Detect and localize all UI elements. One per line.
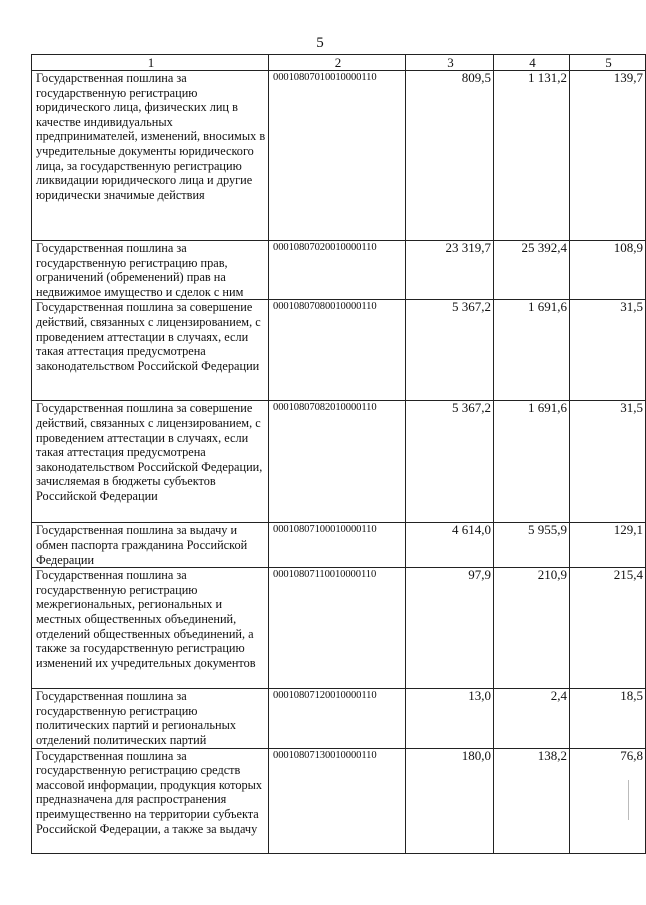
cell-value: 215,4 (613, 567, 643, 583)
row-name-cell: Государственная пошлина за государственную регистрацию межрегиональных, региональных и местных общественных объединений, отделений общественных объединений, а также за государственную регистрацию изменений их учредительных документов (32, 568, 269, 689)
cell-value: 25 392,4 (521, 240, 567, 255)
table-row (32, 300, 646, 401)
row-name-cell: Государственная пошлина за государственную регистрацию политических партий и региональных отделений политических партий (32, 689, 269, 748)
cell-value: 31,5 (620, 299, 643, 315)
row-code-cell: 00010807082010000110 (269, 401, 406, 523)
row-value5-cell (570, 689, 646, 748)
cell-value: 809,5 (461, 70, 491, 85)
row-name-cell: Государственная пошлина за государственную регистрацию средств массовой информации, продукция которых предназначена для распространения преимущественно на территории субъекта Российской Федерации, а также за выдачу (32, 748, 269, 853)
cell-value: 2,4 (550, 688, 567, 704)
column-header: 5 (570, 55, 646, 71)
row-code-cell: 00010807130010000110 (269, 748, 406, 853)
cell-value: 180,0 (461, 747, 491, 763)
revenue-table (31, 54, 646, 854)
row-value3-cell (406, 401, 494, 523)
row-name-cell: Государственная пошлина за совершение действий, связанных с лицензированием, с проведением аттестации в случаях, если такая аттестация предусмотрена законодательством Российской Федерации, зачисляемая в бюджеты субъектов Российской Федерации (32, 401, 269, 523)
cell-value: 108,9 (613, 240, 643, 255)
cell-value: 31,5 (620, 400, 643, 416)
row-value3-cell (406, 241, 494, 300)
cell-value: 1 691,6 (528, 400, 567, 416)
cell-value: 5 955,9 (528, 522, 567, 538)
row-code-cell: 00010807100010000110 (269, 523, 406, 568)
row-value3-cell (406, 71, 494, 241)
row-value4-cell (494, 300, 570, 401)
cell-value: 1 131,2 (528, 70, 567, 85)
row-code-cell: 00010807110010000110 (269, 568, 406, 689)
cell-value: 139,7 (613, 70, 643, 85)
cell-value: 129,1 (613, 522, 643, 538)
row-value4-cell (494, 523, 570, 568)
row-value3-cell (406, 748, 494, 853)
table-row (32, 401, 646, 523)
cell-value: 5 367,2 (452, 299, 491, 315)
table-row (32, 241, 646, 300)
row-name-cell: Государственная пошлина за государственную регистрацию прав, ограничений (обременений) прав на недвижимое имущество и сделок с ним (32, 241, 269, 300)
column-header: 4 (494, 55, 570, 71)
row-value3-cell (406, 568, 494, 689)
table-row (32, 71, 646, 241)
cell-value: 4 614,0 (452, 522, 491, 538)
row-value5-cell (570, 401, 646, 523)
row-value5-cell (570, 300, 646, 401)
cell-value: 18,5 (620, 688, 643, 704)
row-code-cell: 00010807080010000110 (269, 300, 406, 401)
row-code-cell: 00010807120010000110 (269, 689, 406, 748)
page-number: 5 (316, 35, 324, 51)
cell-value: 1 691,6 (528, 299, 567, 315)
row-value5-cell (570, 71, 646, 241)
table-row (32, 523, 646, 568)
row-name-cell: Государственная пошлина за выдачу и обмен паспорта гражданина Российской Федерации (32, 523, 269, 568)
row-value5-cell (570, 568, 646, 689)
row-value4-cell (494, 748, 570, 853)
row-name-cell: Государственная пошлина за государственную регистрацию юридического лица, физических лиц в качестве индивидуальных предпринимателей, изменений, вносимых в учредительные документы юридического лица, за государственную регистрацию ликвидации юридического лица и другие юридически значимые действия (32, 71, 269, 241)
cell-value: 13,0 (468, 688, 491, 704)
row-code-cell: 00010807010010000110 (269, 71, 406, 241)
cell-value: 97,9 (468, 567, 491, 583)
row-value4-cell (494, 71, 570, 241)
row-value5-cell (570, 523, 646, 568)
table-row (32, 689, 646, 748)
row-value3-cell (406, 300, 494, 401)
row-name-cell: Государственная пошлина за совершение действий, связанных с лицензированием, с проведением аттестации в случаях, если такая аттестация предусмотрена законодательством Российской Федерации (32, 300, 269, 401)
cell-value: 210,9 (537, 567, 567, 583)
row-value4-cell (494, 401, 570, 523)
cell-value: 5 367,2 (452, 400, 491, 416)
row-value5-cell (570, 748, 646, 853)
row-code-cell: 00010807020010000110 (269, 241, 406, 300)
table-row (32, 748, 646, 853)
row-value5-cell (570, 241, 646, 300)
cell-value: 138,2 (537, 747, 567, 763)
cell-value: 23 319,7 (445, 240, 491, 255)
row-value4-cell (494, 241, 570, 300)
column-header: 3 (406, 55, 494, 71)
column-header: 1 (32, 55, 269, 71)
table-row (32, 568, 646, 689)
scan-edge-mark (628, 780, 629, 820)
table-header-row (32, 55, 646, 71)
row-value3-cell (406, 523, 494, 568)
row-value4-cell (494, 689, 570, 748)
row-value4-cell (494, 568, 570, 689)
column-header: 2 (269, 55, 406, 71)
cell-value: 76,8 (620, 747, 643, 763)
row-value3-cell (406, 689, 494, 748)
